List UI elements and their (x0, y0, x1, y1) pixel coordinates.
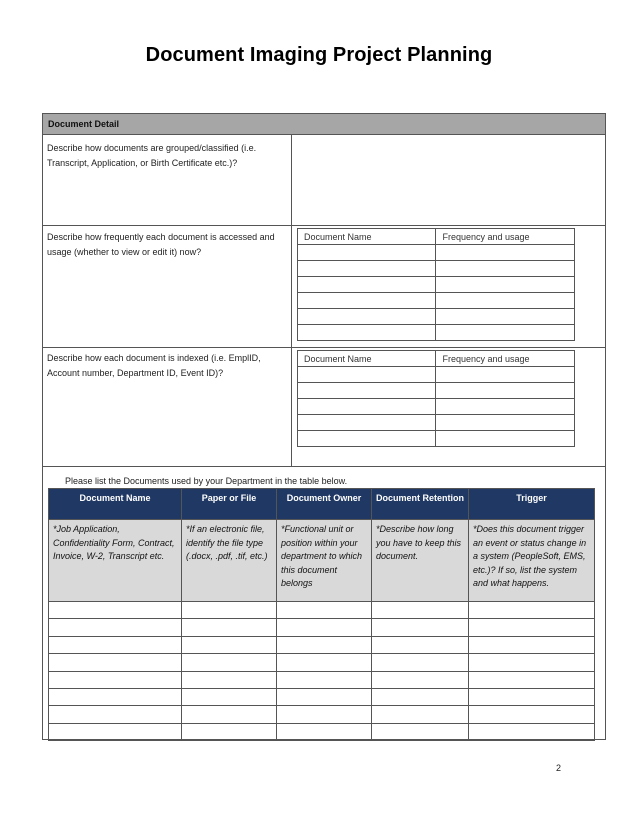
doc-cell[interactable] (49, 706, 182, 723)
frequency-cell[interactable] (436, 293, 575, 309)
doc-cell[interactable] (277, 671, 372, 688)
table-row (49, 619, 595, 636)
frequency-cell[interactable] (436, 325, 575, 341)
header-document-owner: Document Owner (277, 489, 372, 520)
index-cell[interactable] (298, 367, 436, 383)
doc-cell[interactable] (182, 706, 277, 723)
table-row (49, 671, 595, 688)
doc-cell[interactable] (49, 619, 182, 636)
doc-cell[interactable] (469, 671, 595, 688)
doc-cell[interactable] (469, 706, 595, 723)
example-document-owner: *Functional unit or position within your department to which this document belongs (277, 520, 372, 602)
frequency-col-frequency: Frequency and usage (436, 229, 575, 245)
doc-cell[interactable] (469, 602, 595, 619)
doc-cell[interactable] (182, 636, 277, 653)
frequency-cell[interactable] (298, 245, 436, 261)
question-indexing: Describe how each document is indexed (i.e. EmplID, Account number, Department ID, Event ID)? (47, 353, 261, 378)
doc-cell[interactable] (182, 602, 277, 619)
doc-cell[interactable] (469, 619, 595, 636)
doc-cell[interactable] (277, 654, 372, 671)
row-divider (42, 466, 606, 467)
index-table (297, 350, 575, 447)
frequency-cell[interactable] (436, 277, 575, 293)
table-row (49, 654, 595, 671)
doc-cell[interactable] (182, 723, 277, 740)
frequency-cell[interactable] (298, 293, 436, 309)
index-cell[interactable] (298, 431, 436, 447)
index-cell[interactable] (298, 383, 436, 399)
doc-cell[interactable] (182, 654, 277, 671)
page-number: 2 (556, 763, 562, 773)
frequency-cell[interactable] (436, 261, 575, 277)
documents-table (48, 488, 595, 741)
doc-cell[interactable] (49, 636, 182, 653)
doc-cell[interactable] (372, 636, 469, 653)
row-divider (42, 347, 606, 348)
column-divider (291, 135, 292, 466)
doc-cell[interactable] (277, 706, 372, 723)
doc-cell[interactable] (372, 706, 469, 723)
doc-cell[interactable] (277, 688, 372, 705)
doc-cell[interactable] (182, 688, 277, 705)
table-row (49, 636, 595, 653)
frequency-col-document-name: Document Name (298, 229, 436, 245)
frequency-cell[interactable] (298, 261, 436, 277)
index-cell[interactable] (436, 431, 575, 447)
doc-cell[interactable] (372, 671, 469, 688)
doc-cell[interactable] (372, 619, 469, 636)
doc-cell[interactable] (49, 723, 182, 740)
index-cell[interactable] (436, 399, 575, 415)
doc-cell[interactable] (469, 688, 595, 705)
index-col-frequency: Frequency and usage (436, 351, 575, 367)
doc-cell[interactable] (182, 619, 277, 636)
example-document-retention: *Describe how long you have to keep this document. (372, 520, 469, 602)
doc-cell[interactable] (277, 636, 372, 653)
table-row (49, 602, 595, 619)
header-document-name: Document Name (49, 489, 182, 520)
table-row (49, 723, 595, 740)
doc-cell[interactable] (277, 602, 372, 619)
example-paper-or-file: *If an electronic file, identify the file type (.docx, .pdf, .tif, etc.) (182, 520, 277, 602)
index-col-document-name: Document Name (298, 351, 436, 367)
table-row (49, 706, 595, 723)
row-divider (42, 225, 606, 226)
question-grouping: Describe how documents are grouped/classified (i.e. Transcript, Application, or Birth Certificate etc.)? (47, 143, 257, 168)
doc-cell[interactable] (469, 654, 595, 671)
index-cell[interactable] (436, 383, 575, 399)
doc-cell[interactable] (49, 688, 182, 705)
example-document-name: *Job Application, Confidentiality Form, Contract, Invoice, W-2, Transcript etc. (49, 520, 182, 602)
doc-cell[interactable] (182, 671, 277, 688)
frequency-cell[interactable] (436, 309, 575, 325)
doc-cell[interactable] (372, 654, 469, 671)
example-trigger: *Does this document trigger an event or status change in a system (PeopleSoft, EMS, etc.)? If so, list the system and what happens. (469, 520, 595, 602)
doc-cell[interactable] (372, 688, 469, 705)
doc-cell[interactable] (469, 636, 595, 653)
doc-cell[interactable] (372, 602, 469, 619)
doc-cell[interactable] (277, 723, 372, 740)
doc-cell[interactable] (49, 654, 182, 671)
doc-cell[interactable] (49, 602, 182, 619)
header-document-retention: Document Retention (372, 489, 469, 520)
frequency-cell[interactable] (436, 245, 575, 261)
header-trigger: Trigger (469, 489, 595, 520)
header-paper-or-file: Paper or File (182, 489, 277, 520)
list-instruction: Please list the Documents used by your Department in the table below. (65, 476, 348, 486)
frequency-cell[interactable] (298, 309, 436, 325)
frequency-cell[interactable] (298, 325, 436, 341)
doc-cell[interactable] (469, 723, 595, 740)
index-cell[interactable] (436, 367, 575, 383)
page-title: Document Imaging Project Planning (145, 44, 493, 66)
doc-cell[interactable] (49, 671, 182, 688)
section-header: Document Detail (42, 113, 606, 135)
table-row (49, 688, 595, 705)
frequency-table (297, 228, 575, 341)
question-frequency: Describe how frequently each document is accessed and usage (whether to view or edit it) now? (47, 232, 275, 257)
index-cell[interactable] (298, 399, 436, 415)
index-cell[interactable] (298, 415, 436, 431)
doc-cell[interactable] (277, 619, 372, 636)
frequency-cell[interactable] (298, 277, 436, 293)
doc-cell[interactable] (372, 723, 469, 740)
index-cell[interactable] (436, 415, 575, 431)
